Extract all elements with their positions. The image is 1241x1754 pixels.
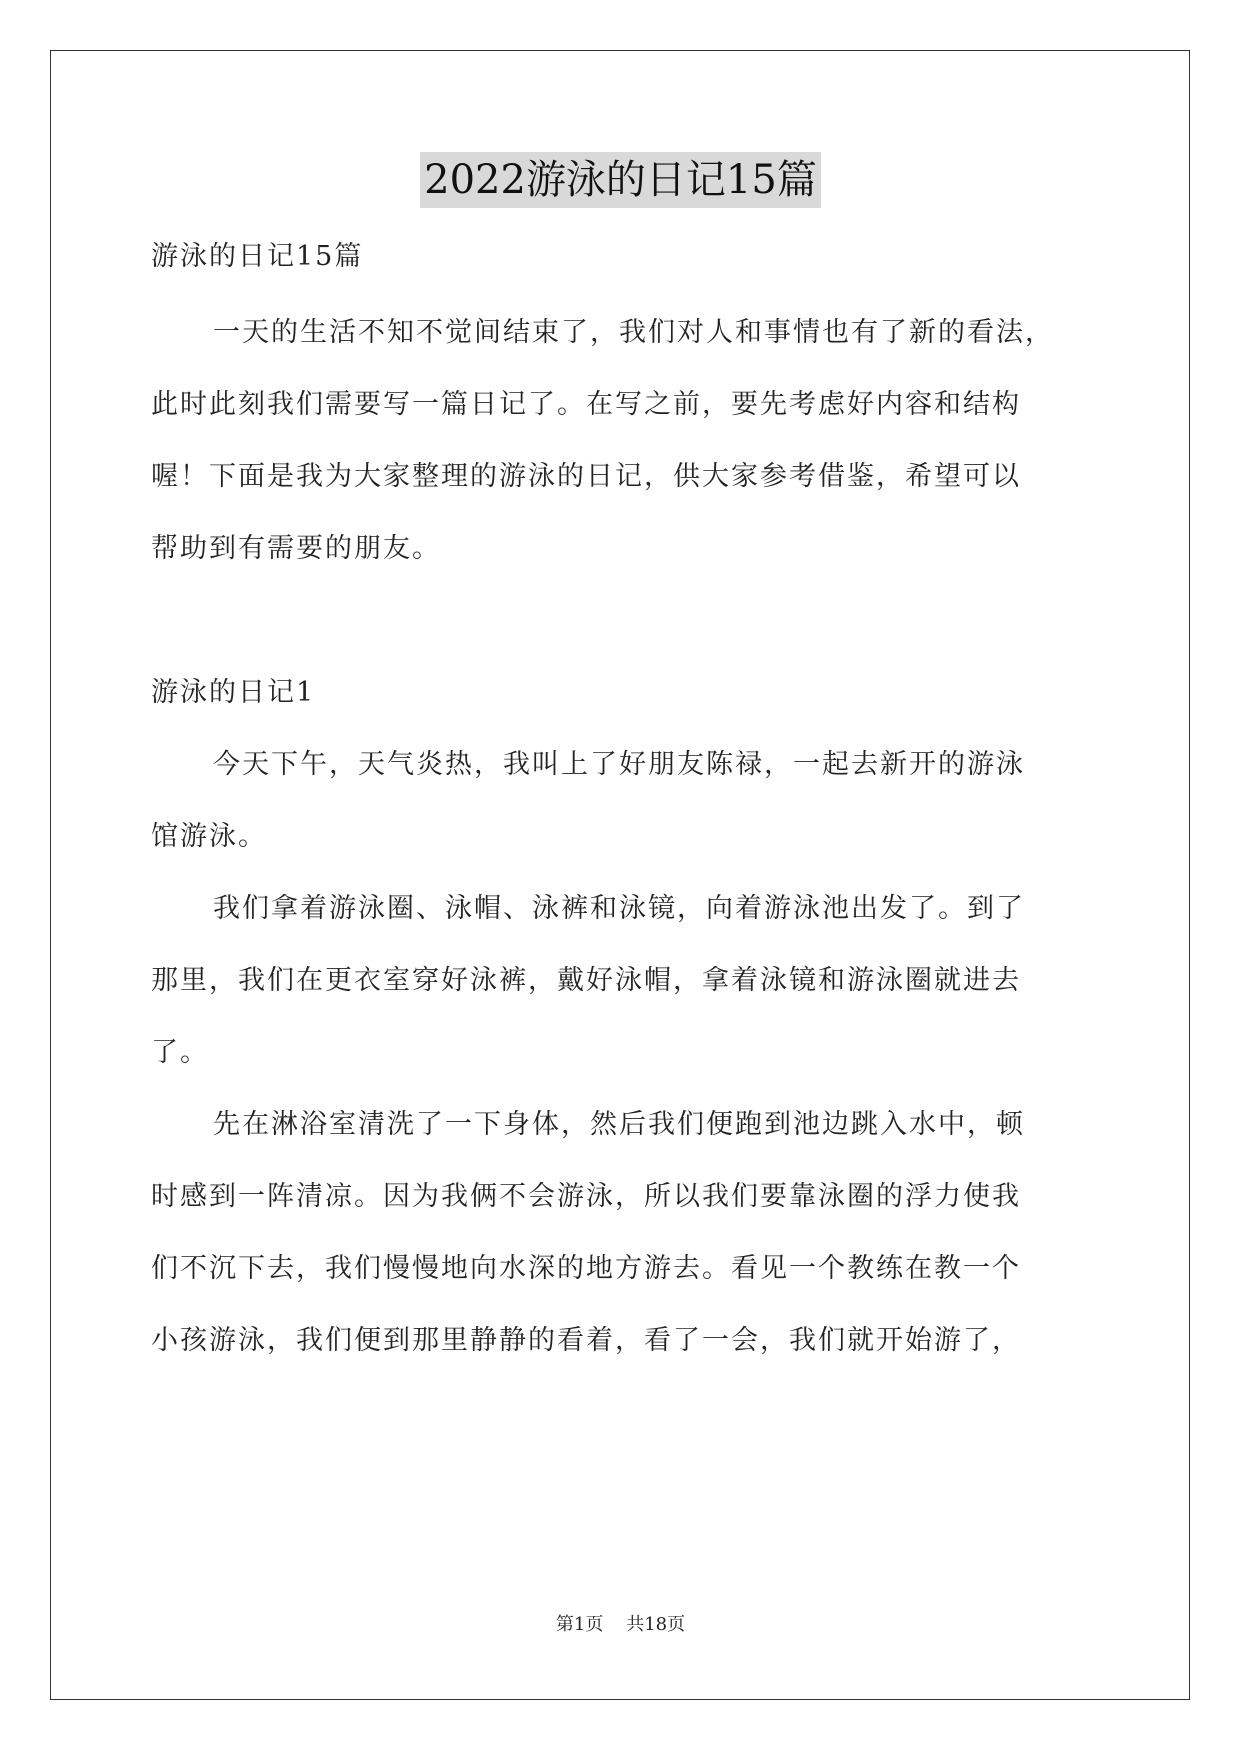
paragraph-line: 馆游泳。 (151, 821, 267, 852)
paragraph-line: 了。 (151, 1037, 209, 1068)
paragraph-line: 一天的生活不知不觉间结束了，我们对人和事情也有了新的看法， (213, 317, 1054, 348)
paragraph-line: 那里，我们在更衣室穿好泳裤，戴好泳帽，拿着泳镜和游泳圈就进去 (151, 965, 1021, 996)
page-total: 共18页 (626, 1614, 686, 1635)
page-border (50, 50, 1190, 1700)
subtitle-line: 游泳的日记15篇 (151, 241, 364, 272)
section-heading: 游泳的日记1 (151, 677, 316, 708)
paragraph-line: 帮助到有需要的朋友。 (151, 533, 441, 564)
paragraph-line: 我们拿着游泳圈、泳帽、泳裤和泳镜，向着游泳池出发了。到了 (213, 893, 1025, 924)
paragraph-line: 喔！下面是我为大家整理的游泳的日记，供大家参考借鉴，希望可以 (151, 461, 1021, 492)
paragraph-line: 此时此刻我们需要写一篇日记了。在写之前，要先考虑好内容和结构 (151, 389, 1021, 420)
page-number: 第1页 (555, 1614, 604, 1635)
document-title: 2022游泳的日记15篇 (420, 152, 821, 208)
paragraph-line: 时感到一阵清凉。因为我俩不会游泳，所以我们要靠泳圈的浮力使我 (151, 1181, 1021, 1212)
paragraph-line: 小孩游泳，我们便到那里静静的看着，看了一会，我们就开始游了， (151, 1325, 1021, 1356)
title-container (0, 152, 1241, 208)
paragraph-line: 先在淋浴室清洗了一下身体，然后我们便跑到池边跳入水中，顿 (213, 1109, 1025, 1140)
paragraph-line: 们不沉下去，我们慢慢地向水深的地方游去。看见一个教练在教一个 (151, 1253, 1021, 1284)
paragraph-line: 今天下午，天气炎热，我叫上了好朋友陈禄，一起去新开的游泳 (213, 749, 1025, 780)
page-footer (0, 1613, 1241, 1637)
